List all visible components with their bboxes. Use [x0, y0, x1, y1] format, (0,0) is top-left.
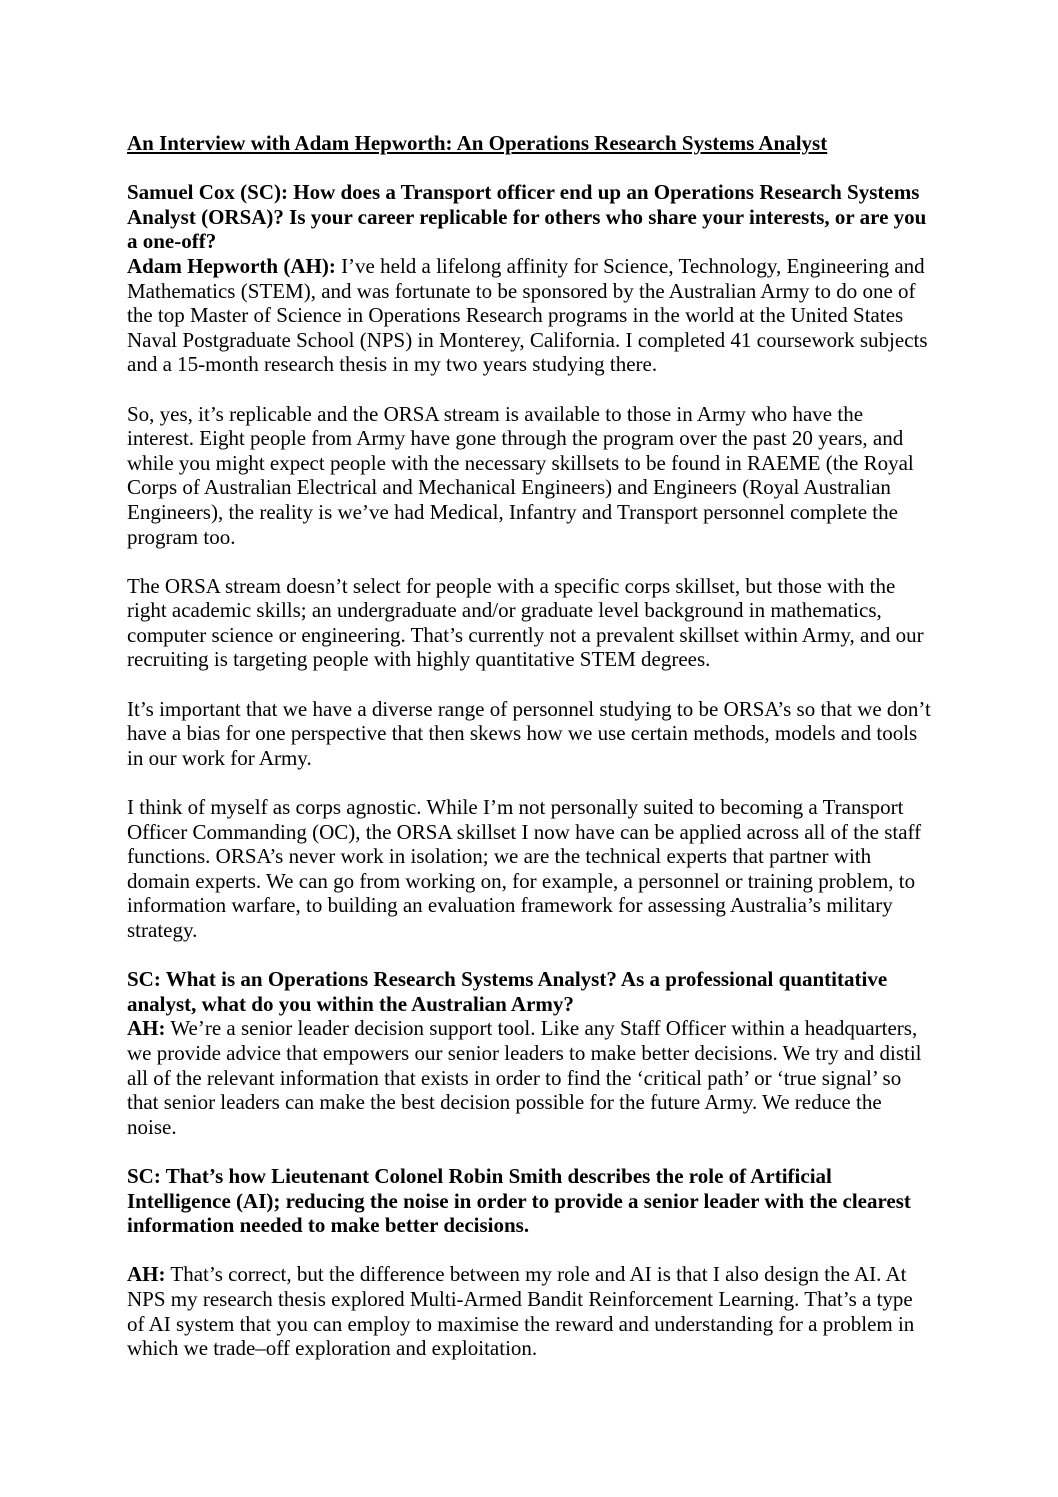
- paragraph: [127, 1016, 933, 1139]
- text-segment: SC: What is an Operations Research Systems Analyst? As a professional quantitative analyst, what do you within the Australian Army?: [127, 967, 888, 1016]
- document-body: [127, 131, 933, 1385]
- text-segment: AH:: [127, 1016, 166, 1041]
- text-segment: Samuel Cox (SC): How does a Transport officer end up an Operations Research Systems Analyst (ORSA)? Is your career replicable for others who share your interests, or are you a one-off?: [127, 180, 927, 254]
- paragraph: [127, 697, 933, 771]
- text-segment: So, yes, it’s replicable and the ORSA stream is available to those in Army who have the interest. Eight people from Army have gone through the program over the past 20 years, and while you might expect people with the necessary skillsets to be found in RAEME (the Royal Corps of Australian Electrical and Mechanical Engineers) and Engineers (Royal Australian Engineers), the reality is we’ve had Medical, Infantry and Transport personnel complete the program too.: [127, 401, 914, 549]
- text-segment: We’re a senior leader decision support tool. Like any Staff Officer within a headquarters, we provide advice that empowers our senior leaders to make better decisions. We try and distil all of the relevant information that exists in order to find the ‘critical path’ or ‘true signal’ so that senior leaders can make the best decision possible for the future Army. We reduce the noise.: [127, 1016, 922, 1139]
- paragraph-block: [127, 574, 933, 672]
- paragraph-block: [127, 697, 933, 771]
- paragraph-block: [127, 1164, 933, 1238]
- text-segment: AH:: [127, 1262, 166, 1287]
- paragraph-blocks: [127, 180, 933, 1361]
- paragraph-block: [127, 180, 933, 377]
- text-segment: I think of myself as corps agnostic. While I’m not personally suited to becoming a Transport Officer Commanding (OC), the ORSA skillset I now have can be applied across all of the staff functions. ORSA’s never work in isolation; we are the technical experts that partner with domain experts. We can go from working on, for example, a personnel or training problem, to information warfare, to building an evaluation framework for assessing Australia’s military strategy.: [127, 795, 922, 942]
- document-title: An Interview with Adam Hepworth: An Operations Research Systems Analyst: [127, 131, 828, 155]
- text-segment: It’s important that we have a diverse range of personnel studying to be ORSA’s so that we don’t have a bias for one perspective that then skews how we use certain methods, models and tools in our work for Army.: [127, 696, 931, 770]
- text-segment: SC: That’s how Lieutenant Colonel Robin Smith describes the role of Artificial Intelligence (AI); reducing the noise in order to provide a senior leader with the clearest information needed to make better decisions.: [127, 1163, 911, 1238]
- paragraph-block: [127, 967, 933, 1139]
- text-segment: The ORSA stream doesn’t select for people with a specific corps skillset, but those with the right academic skills; an undergraduate and/or graduate level background in mathematics, computer science or engineering. That’s currently not a prevalent skillset within Army, and our recruiting is targeting people with highly quantitative STEM degrees.: [127, 573, 924, 672]
- text-segment: Adam Hepworth (AH):: [127, 253, 336, 278]
- paragraph-block: [127, 795, 933, 943]
- paragraph: [127, 1262, 933, 1360]
- paragraph: [127, 574, 933, 672]
- paragraph: [127, 402, 933, 550]
- text-segment: I’ve held a lifelong affinity for Science, Technology, Engineering and Mathematics (STEM), and was fortunate to be sponsored by the Australian Army to do one of the top Master of Science in Operations Research programs in the world at the United States Naval Postgraduate School (NPS) in Monterey, California. I completed 41 coursework subjects and a 15-month research thesis in my two years studying there.: [127, 253, 928, 377]
- paragraph: [127, 180, 933, 254]
- paragraph: [127, 1164, 933, 1238]
- paragraph: [127, 254, 933, 377]
- paragraph: [127, 795, 933, 943]
- paragraph-block: [127, 402, 933, 550]
- paragraph: [127, 967, 933, 1016]
- paragraph-block: [127, 1262, 933, 1360]
- text-segment: That’s correct, but the difference between my role and AI is that I also design the AI. At NPS my research thesis explored Multi-Armed Bandit Reinforcement Learning. That’s a type of AI system that you can employ to maximise the reward and understanding for a problem in which we trade–off exploration and exploitation.: [127, 1262, 915, 1361]
